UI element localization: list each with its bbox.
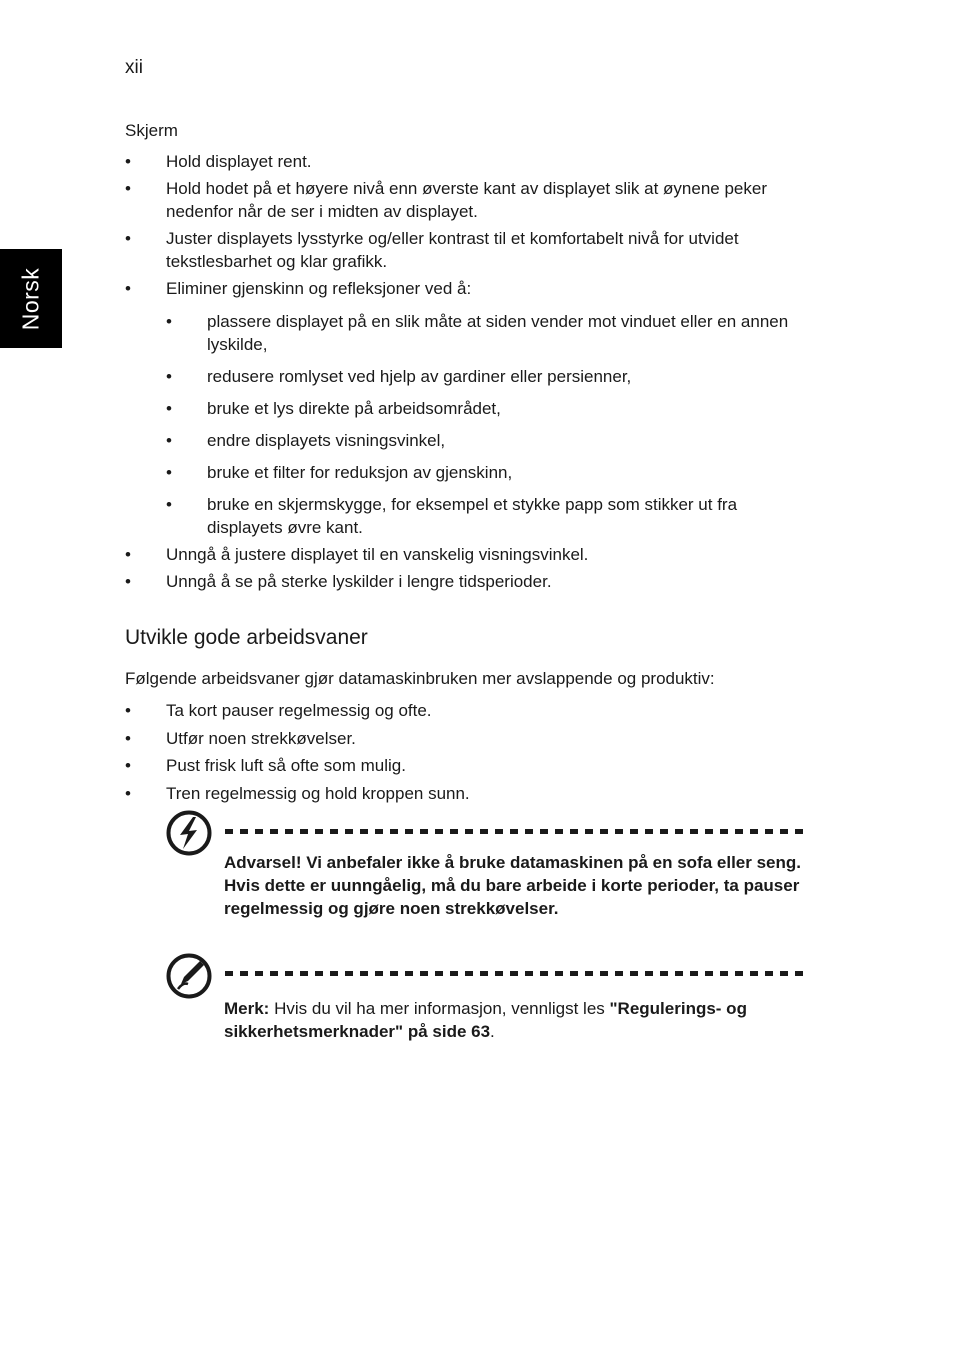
list-item: • Pust frisk luft så ofte som mulig. [125, 754, 805, 777]
note-reference-link[interactable]: "Regulerings- og sikkerhetsmerknader" på side 63 [224, 999, 747, 1041]
warning-divider [225, 829, 809, 834]
habits-list [125, 699, 805, 809]
note-pen-icon [166, 953, 212, 999]
note-text: Merk: Hvis du vil ha mer informasjon, vennligst les "Regulerings- og sikkerhetsmerknader" på side 63. [224, 999, 747, 1041]
screen-list [125, 150, 805, 597]
section-intro: Følgende arbeidsvaner gjør datamaskinbruken mer avslappende og produktiv: [125, 669, 715, 688]
side-tab-label: Norsk [17, 267, 44, 330]
sublist-item: • plassere displayet på en slik måte at siden vender mot vinduet eller en annen lyskilde, [166, 310, 805, 356]
sublist-item: • endre displayets visningsvinkel, [166, 429, 805, 452]
section-heading: Utvikle gode arbeidsvaner [125, 626, 368, 649]
sublist-item: • bruke et filter for reduksjon av gjenskinn, [166, 461, 805, 484]
list-item: • Ta kort pauser regelmessig og ofte. [125, 699, 805, 722]
list-item: • Eliminer gjenskinn og refleksjoner ved å: • plassere displayet på en slik måte at siden vender mot vinduet eller en annen lyskilde, • redusere romlyset ved hjelp av gardiner eller persienner, • bruke et lys direkte på arbeidsområdet, • endre displayets visningsvinkel, • bruke et filter for reduksjon av gjenskinn, • bruke en skjermskygge, for eksempel et stykke papp som stikker ut fra displayets øvre kant. [125, 277, 805, 539]
list-item: • Unngå å se på sterke lyskilder i lengre tidsperioder. [125, 570, 805, 593]
note-body: Hvis du vil ha mer informasjon, vennligst les [269, 999, 610, 1018]
page-number: xii [125, 57, 143, 78]
warning-lightning-icon [166, 810, 212, 856]
note-label: Merk: [224, 999, 270, 1018]
sublist-item: • bruke et lys direkte på arbeidsområdet, [166, 397, 805, 420]
list-item: • Utfør noen strekkøvelser. [125, 727, 805, 750]
section-label-screen: Skjerm [125, 121, 178, 140]
list-item: • Tren regelmessig og hold kroppen sunn. [125, 782, 805, 805]
list-item: • Juster displayets lysstyrke og/eller kontrast til et komfortabelt nivå for utvidet tekstlesbarhet og klar grafikk. [125, 227, 805, 273]
list-item: • Unngå å justere displayet til en vanskelig visningsvinkel. [125, 543, 805, 566]
language-side-tab [0, 249, 62, 348]
glare-sublist [166, 310, 805, 539]
sublist-item: • redusere romlyset ved hjelp av gardiner eller persienner, [166, 365, 805, 388]
warning-text: Advarsel! Vi anbefaler ikke å bruke datamaskinen på en sofa eller seng. Hvis dette er uunngåelig, må du bare arbeide i korte perioder, ta pauser regelmessig og gjøre noen strekkøvelser. [224, 853, 801, 918]
list-item: • Hold hodet på et høyere nivå enn øverste kant av displayet slik at øynene peker nedenfor når de ser i midten av displayet. [125, 177, 805, 223]
sublist-item: • bruke en skjermskygge, for eksempel et stykke papp som stikker ut fra displayets øvre kant. [166, 493, 805, 539]
note-divider [225, 971, 809, 976]
list-item: • Hold displayet rent. [125, 150, 805, 173]
